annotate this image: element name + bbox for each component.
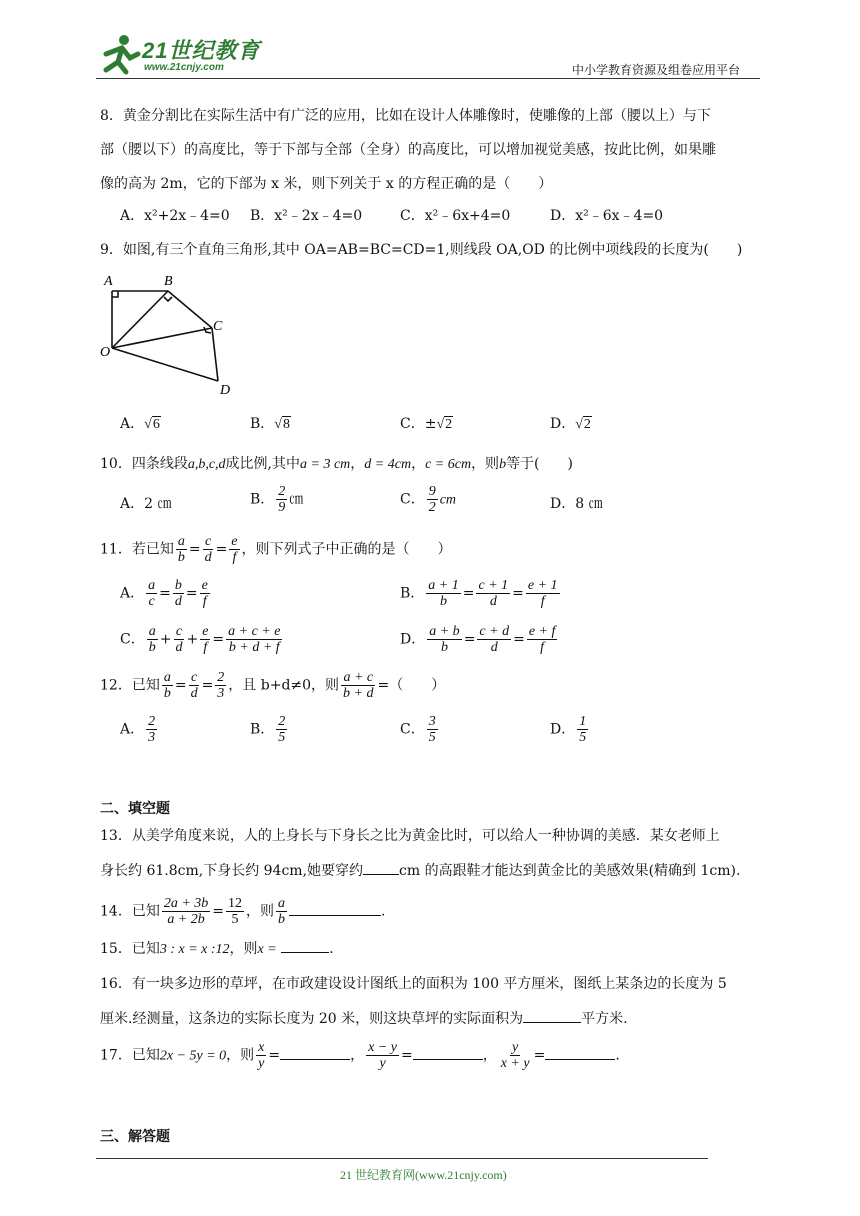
header-rule bbox=[96, 78, 760, 79]
q12-option-c: C． $\frac{3}{5}$ bbox=[400, 714, 436, 745]
q12-option-a: A． $\frac{2}{3}$ bbox=[120, 714, 156, 745]
q11-option-d: D． $\frac{a + b}{b}$ = $\frac{c + d}{d}$ = $\frac{e + f}{f}$ bbox=[400, 624, 556, 655]
q15-stem: 15．已知3 : x = x :12，则x = . bbox=[100, 938, 334, 960]
point-label-o: O bbox=[100, 345, 111, 360]
sqrt-symbol: √6 bbox=[144, 417, 160, 432]
q13-answer-blank[interactable] bbox=[363, 860, 399, 875]
site-tagline: 中小学教育资源及组卷应用平台 bbox=[572, 63, 741, 77]
q10-option-c: C． $\frac{9}{2}$ cm bbox=[400, 484, 457, 515]
point-label-b: B bbox=[164, 274, 173, 289]
q8-option-c: C．x²﹣6x+4=0 bbox=[400, 208, 511, 224]
logo-title: 21世纪教育 bbox=[142, 38, 261, 63]
q11-option-a: A． $\frac{a}{c}$ = $\frac{b}{d}$ = $\frac{e}{f}$ bbox=[120, 578, 208, 609]
q9-option-d: D．√2 bbox=[550, 414, 592, 435]
q12-stem: 12．已知 $\frac{a}{b}$ = $\frac{c}{d}$ = $\frac{2}{3}$ ，且 b+d≠0，则 $\frac{a + c}{b + d}$ =（ ） bbox=[100, 670, 446, 701]
q15-answer-blank[interactable] bbox=[281, 938, 329, 953]
sqrt-symbol: √2 bbox=[436, 417, 453, 432]
q9-option-a: A．√6 bbox=[120, 414, 161, 435]
runner-logo-icon bbox=[96, 32, 142, 76]
q17-stem: 17．已知2x − 5y = 0，则 $\frac{x}{y}$ = ， $\frac{x - y}{y}$ = ， $\frac{y}{x + y}$ = . bbox=[100, 1040, 620, 1071]
q8-option-d: D．x²﹣6x﹣4=0 bbox=[550, 208, 664, 224]
q13-line2: 身长约 61.8cm,下身长约 94cm,她要穿约 cm 的高跟鞋才能达到黄金比的美感效果(精确到 1cm). bbox=[100, 860, 740, 881]
q14-stem: 14．已知 $\frac{2a + 3b}{a + 2b}$ = $\frac{12}{5}$ ，则 $\frac{a}{b}$ . bbox=[100, 896, 386, 927]
q8-line2: 部（腰以下）的高度比，等于下部与全部（全身）的高度比，可以增加视觉美感，按此比例，如果雕 bbox=[100, 142, 716, 158]
q10-stem: 10．四条线段a,b,c,d成比例,其中a = 3 cm，d = 4cm，c = 6cm，则b等于( ) bbox=[100, 456, 573, 472]
q10-option-d: D．8 ㎝ bbox=[550, 496, 603, 512]
q17-answer-blank-2[interactable] bbox=[413, 1045, 483, 1060]
q11-option-b: B． $\frac{a + 1}{b}$ = $\frac{c + 1}{d}$ = $\frac{e + 1}{f}$ bbox=[400, 578, 558, 609]
sqrt-symbol: √2 bbox=[575, 417, 591, 432]
point-label-d: D bbox=[220, 383, 231, 398]
footer-rule bbox=[96, 1158, 708, 1159]
q8-option-a: A．x²+2x﹣4=0 bbox=[120, 208, 230, 224]
q9-triangle-figure bbox=[100, 268, 240, 398]
q8-line1: 8．黄金分割比在实际生活中有广泛的应用，比如在设计人体雕像时，使雕像的上部（腰以上）与下 bbox=[100, 108, 711, 124]
q13-line1: 13．从美学角度来说，人的上身长与下身长之比为黄金比时，可以给人一种协调的美感．某女老师上 bbox=[100, 828, 720, 844]
q16-line2: 厘米.经测量，这条边的实际长度为 20 米，则这块草坪的实际面积为 平方米. bbox=[100, 1008, 628, 1029]
q9-option-c: C．±√2 bbox=[400, 414, 453, 435]
sqrt-symbol: √8 bbox=[274, 417, 290, 432]
q12-option-d: D． $\frac{1}{5}$ bbox=[550, 714, 587, 745]
q10-option-b: B． $\frac{2}{9}$ ㎝ bbox=[250, 484, 304, 515]
section-answer-heading: 三、解答题 bbox=[100, 1128, 170, 1144]
q16-answer-blank[interactable] bbox=[523, 1008, 581, 1023]
q9-stem: 9．如图,有三个直角三角形,其中 OA=AB=BC=CD=1,则线段 OA,OD 的比例中项线段的长度为( ) bbox=[100, 242, 743, 258]
q17-answer-blank-3[interactable] bbox=[545, 1045, 615, 1060]
footer-text: 21 世纪教育网(www.21cnjy.com) bbox=[340, 1168, 507, 1182]
q17-answer-blank-1[interactable] bbox=[280, 1045, 350, 1060]
q14-answer-blank[interactable] bbox=[289, 901, 381, 916]
q16-line1: 16．有一块多边形的草坪，在市政建设设计图纸上的面积为 100 平方厘米，图纸上某条边的长度为 5 bbox=[100, 976, 727, 992]
q12-option-b: B． $\frac{2}{5}$ bbox=[250, 714, 286, 745]
header-logo bbox=[96, 32, 266, 78]
point-label-c: C bbox=[213, 319, 223, 334]
q10-option-a: A．2 ㎝ bbox=[120, 496, 172, 512]
logo-url: www.21cnjy.com bbox=[144, 62, 224, 73]
point-label-a: A bbox=[104, 274, 113, 289]
q9-option-b: B．√8 bbox=[250, 414, 291, 435]
q11-option-c: C． $\frac{a}{b}$ + $\frac{c}{d}$ + $\frac{e}{f}$ = $\frac{a + c + e}{b + d + f}$ bbox=[120, 624, 281, 655]
q11-stem: 11．若已知 $\frac{a}{b}$ = $\frac{c}{d}$ = $\frac{e}{f}$ ，则下列式子中正确的是（ ） bbox=[100, 534, 452, 565]
section-fill-in-heading: 二、填空题 bbox=[100, 800, 170, 816]
q8-line3: 像的高为 2m，它的下部为 x 米，则下列关于 x 的方程正确的是（ ） bbox=[100, 176, 553, 192]
q8-option-b: B．x²﹣2x﹣4=0 bbox=[250, 208, 363, 224]
